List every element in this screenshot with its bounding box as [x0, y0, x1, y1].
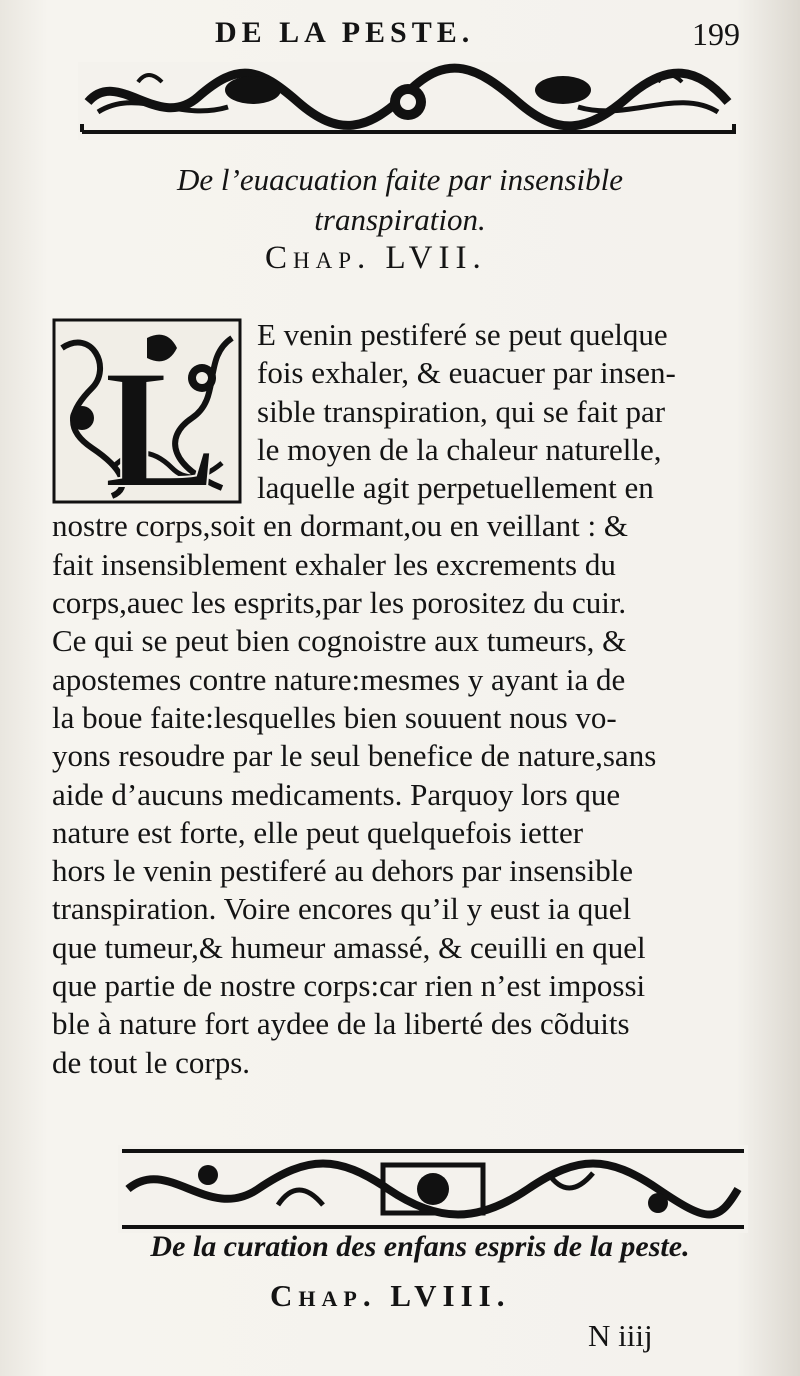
next-chapter-number: Chap. LVIII. — [270, 1278, 511, 1313]
running-title: DE LA PESTE. — [215, 16, 475, 49]
body-text — [52, 316, 772, 1082]
body-line: aide d’aucuns medicaments. Parquoy lors que — [52, 776, 621, 812]
body-line: la boue faite:lesquelles bien souuent nous vo- — [52, 699, 617, 735]
body-line: ble à nature fort aydee de la liberté des cõduits — [52, 1006, 630, 1042]
body-line: hors le venin pestiferé au dehors par insensible — [52, 853, 634, 889]
body-line: fait insensiblement exhaler les excrements du — [52, 546, 616, 582]
body-line: transpiration. Voire encores qu’il y eust ia quel — [52, 891, 632, 927]
body-line: laquelle agit perpetuellement en — [257, 470, 654, 506]
drop-cap-letter: L — [104, 335, 218, 504]
body-line: yons resoudre par le seul benefice de nature,sans — [52, 738, 657, 774]
page-number: 199 — [692, 16, 740, 52]
body-line: le moyen de la chaleur naturelle, — [257, 431, 662, 467]
body-line: apostemes contre nature:mesmes y ayant ia de — [52, 661, 626, 697]
body-line: nostre corps,soit en dormant,ou en veillant : & — [52, 508, 628, 544]
tailpiece-ornament — [118, 1145, 748, 1233]
chapter-title — [120, 160, 680, 240]
body-line: corps,auec les esprits,par les porositez du cuir. — [52, 585, 627, 621]
headpiece-ornament — [78, 62, 738, 140]
body-line: nature est forte, elle peut quelquefois ietter — [52, 814, 584, 850]
body-line: que tumeur,& humeur amassé, & ceuilli en quel — [52, 929, 646, 965]
body-line: que partie de nostre corps:car rien n’est impossi — [52, 968, 646, 1004]
body-line: fois exhaler, & euacuer par insen- — [257, 355, 676, 391]
body-line: Ce qui se peut bien cognoistre aux tumeurs, & — [52, 623, 627, 659]
chapter-number: Chap. LVII. — [265, 240, 487, 276]
body-line: de tout le corps. — [52, 1044, 251, 1080]
running-head — [0, 14, 800, 54]
body-line: E venin pestiferé se peut quelque — [257, 317, 668, 352]
body-line: sible transpiration, qui se fait par — [257, 393, 666, 429]
chapter-title-line: transpiration. — [314, 202, 486, 237]
chapter-title-line: De l’euacuation faite par insensible — [177, 162, 623, 197]
signature-mark: N iiij — [588, 1318, 653, 1353]
next-chapter-title: De la curation des enfans espris de la peste. — [150, 1230, 690, 1263]
